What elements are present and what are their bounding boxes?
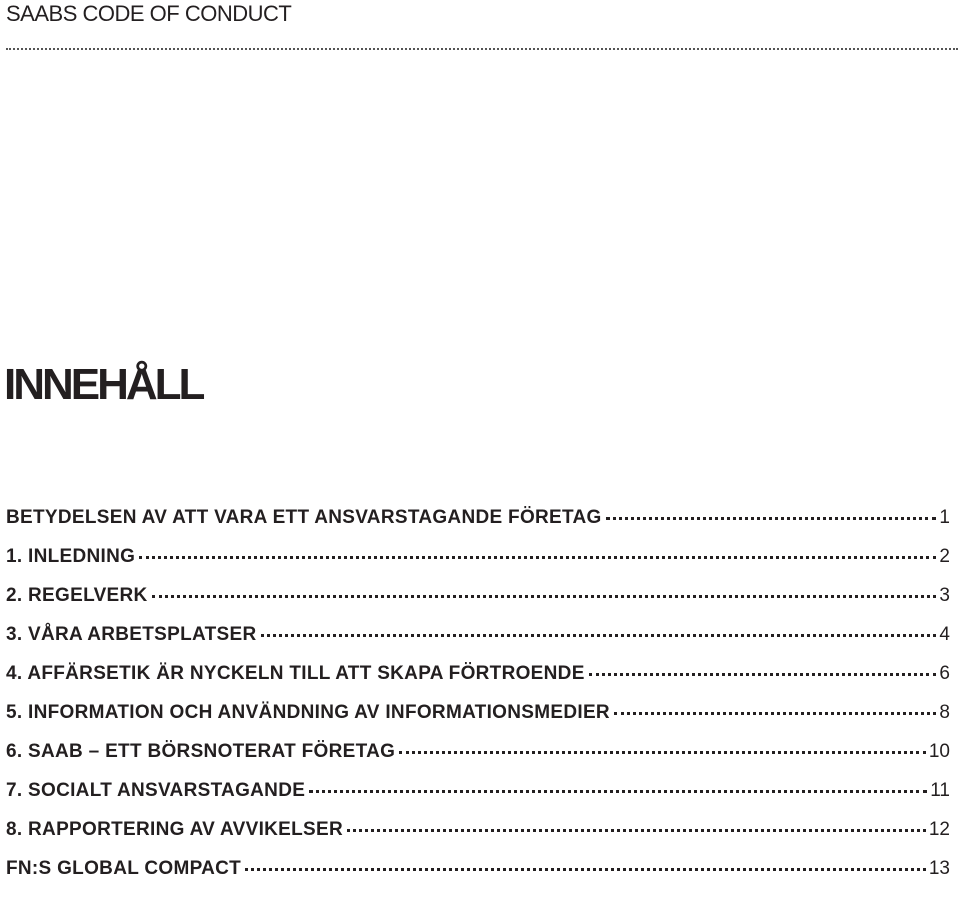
toc-entry-label: 5. INFORMATION OCH ANVÄNDNING AV INFORMATIONSMEDIER <box>6 702 610 723</box>
page-title: INNEHÅLL <box>4 360 203 409</box>
toc-page-number: 2 <box>939 546 950 567</box>
toc-dot-leader <box>152 595 937 598</box>
toc-dot-leader <box>245 868 926 871</box>
toc-entry[interactable] <box>6 819 950 858</box>
toc-entry-label: 1. INLEDNING <box>6 546 136 567</box>
toc-entry-label: 6. SAAB – ETT BÖRSNOTERAT FÖRETAG <box>6 741 396 762</box>
toc-dot-leader <box>614 712 936 715</box>
toc-entry-label: 3. VÅRA ARBETSPLATSER <box>6 624 257 645</box>
toc-page-number: 12 <box>928 819 950 840</box>
toc-entry[interactable] <box>6 702 950 741</box>
table-of-contents <box>6 507 950 897</box>
toc-page-number: 3 <box>939 585 950 606</box>
toc-page-number: 8 <box>939 702 950 723</box>
toc-page-number: 10 <box>928 741 950 762</box>
toc-entry[interactable] <box>6 741 950 780</box>
toc-entry[interactable] <box>6 546 950 585</box>
toc-dot-leader <box>606 517 937 520</box>
toc-page-number: 4 <box>939 624 950 645</box>
toc-entry-label: 7. SOCIALT ANSVARSTAGANDE <box>6 780 306 801</box>
toc-page-number: 1 <box>939 507 950 528</box>
toc-entry-label: BETYDELSEN AV ATT VARA ETT ANSVARSTAGANDE FÖRETAG <box>6 507 602 528</box>
toc-dot-leader <box>261 634 937 637</box>
toc-entry-label: 8. RAPPORTERING AV AVVIKELSER <box>6 819 344 840</box>
toc-entry[interactable] <box>6 624 950 663</box>
toc-entry[interactable] <box>6 585 950 624</box>
toc-entry-label: 4. AFFÄRSETIK ÄR NYCKELN TILL ATT SKAPA FÖRTROENDE <box>6 663 585 684</box>
toc-dot-leader <box>399 751 926 754</box>
document-header: SAABS CODE OF CONDUCT <box>6 1 292 26</box>
toc-dot-leader <box>347 829 926 832</box>
toc-entry[interactable] <box>6 780 950 819</box>
toc-entry-label: FN:S GLOBAL COMPACT <box>6 858 242 879</box>
toc-entry[interactable] <box>6 507 950 546</box>
toc-dot-leader <box>139 556 936 559</box>
toc-page-number: 13 <box>928 858 950 879</box>
toc-dot-leader <box>309 790 927 793</box>
header-dotted-divider <box>6 48 958 50</box>
toc-page-number: 11 <box>930 780 950 801</box>
toc-entry[interactable] <box>6 663 950 702</box>
toc-page-number: 6 <box>939 663 950 684</box>
toc-entry[interactable] <box>6 858 950 897</box>
toc-entry-label: 2. REGELVERK <box>6 585 148 606</box>
toc-dot-leader <box>589 673 937 676</box>
